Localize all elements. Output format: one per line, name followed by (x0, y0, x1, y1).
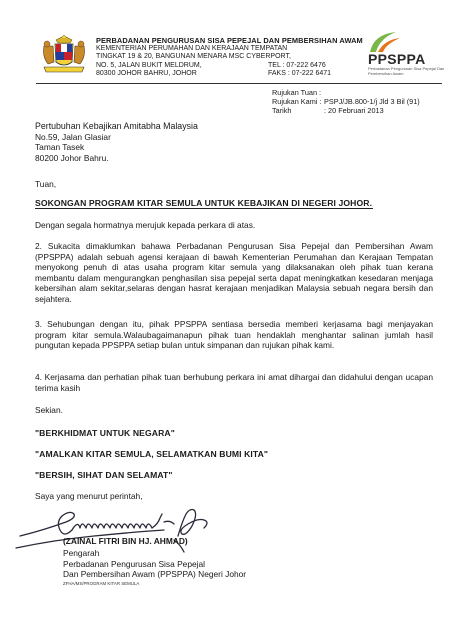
file-reference-footnote: ZFHA/MS/PROGRAM KITAR SEMULA (63, 581, 140, 586)
paragraph-4: 4. Kerjasama dan perhatian pihak tuan berhubung perkara ini amat dihargai dan didahului dengan ucapan terima kasih (35, 372, 433, 393)
letter-subject: SOKONGAN PROGRAM KITAR SEMULA UNTUK KEBAJIKAN DI NEGERI JOHOR. (35, 198, 373, 208)
motto-berkhidmat: "BERKHIDMAT UNTUK NEGARA" (35, 428, 175, 438)
rujukan-tuan-label: Rujukan Tuan : (272, 88, 322, 97)
address-row-3 (96, 70, 366, 78)
motto-bersih: "BERSIH, SIHAT DAN SELAMAT" (35, 470, 173, 480)
signer-org-line-2: Dan Pembersihan Awam (PPSPPA) Negeri Johor (63, 569, 247, 580)
fax-number: FAKS : 07-222 6471 (268, 70, 332, 78)
address-line-3: 80300 JOHOR BAHRU, JOHOR (96, 70, 197, 78)
letterhead-organization (96, 36, 366, 79)
organization-name: PERBADANAN PENGURUSAN SISA PEPEJAL DAN PEMBERSIHAN AWAM (96, 36, 363, 45)
rujukan-kami-label: Rujukan Kami : (272, 97, 322, 107)
tarikh-value: : 20 Februari 2013 (324, 106, 384, 116)
rujukan-kami-value: PSPJ/JB.800-1/j Jld 3 Bil (91) (324, 97, 420, 107)
paragraph-opening: Dengan segala hormatnya merujuk kepada perkara di atas. (35, 220, 256, 230)
letterhead-divider (36, 83, 442, 84)
address-row-2 (96, 62, 366, 70)
motto-kitar-semula: "AMALKAN KITAR SEMULA, SELAMATKAN BUMI KITA" (35, 449, 269, 459)
closing-sekian: Sekian. (35, 405, 63, 415)
ppsppa-logo-text: PPSPPA (368, 51, 426, 67)
subject-underline (35, 208, 373, 209)
paragraph-3: 3. Sehubungan dengan itu, pihak PPSPPA sentiasa bersedia memberi kerjasama bagi menjayakan program kitar semula.Walaubagaimanapun pihak tuan hendaklah menghantar salinan jumlah hasil pungutan kepada PPSPPA setiap bulan untuk simpanan dan rujukan pihak kami. (35, 319, 433, 351)
paragraph-2: 2. Sukacita dimaklumkan bahawa Perbadanan Pengurusan Sisa Pepejal dan Pembersihan Awam (PPSPPA) adalah sebuah agensi kerajaan di bawah Kementerian Perumahan dan Kerajaan Tempatan menyokong penuh di atas usaha program kitar semula yang dilaksanakan oleh pihak tuan kerana membantu dalam mengurangkan penghasilan sisa pepejal serta dapat meningkatkan kesedaran menjaga kebersihan alam sekitar,selaras dengan hasrat kerajaan menjadikan Malaysia sebuah negara bersih dan sejahtera. (35, 241, 433, 304)
salutation: Tuan, (35, 179, 57, 189)
recipient-line-1: No.59, Jalan Glasiar (35, 131, 111, 142)
signer-org-line-1: Perbadanan Pengurusan Sisa Pepejal (63, 558, 206, 569)
signer-details (63, 548, 246, 580)
malaysia-coat-of-arms-icon (38, 34, 90, 74)
ppsppa-logo-subtitle: Perbadanan Pengurusan Sisa Pepejal Dan Pembersihan Awam (368, 66, 445, 76)
closing-phrase: Saya yang menurut perintah, (35, 491, 143, 501)
address-line-2: NO. 5, JALAN BUKIT MELDRUM, (96, 61, 202, 69)
address-line-1: TINGKAT 19 & 20, BANGUNAN MENARA MSC CYBERPORT, (96, 53, 291, 61)
recipient-name: Pertubuhan Kebajikan Amitabha Malaysia (35, 121, 198, 131)
signer-title: Pengarah (63, 548, 100, 558)
signer-name: (ZAINAL FITRI BIN HJ. AHMAD) (63, 536, 188, 546)
recipient-line-2: Taman Tasek (35, 142, 85, 153)
ministry-name: KEMENTERIAN PERUMAHAN DAN KERAJAAN TEMPATAN (96, 45, 288, 52)
recipient-address (35, 121, 198, 163)
tarikh-label: Tarikh (272, 106, 292, 116)
telephone-number: TEL : 07-222 6476 (268, 61, 326, 69)
recipient-line-3: 80200 Johor Bahru. (35, 152, 109, 163)
